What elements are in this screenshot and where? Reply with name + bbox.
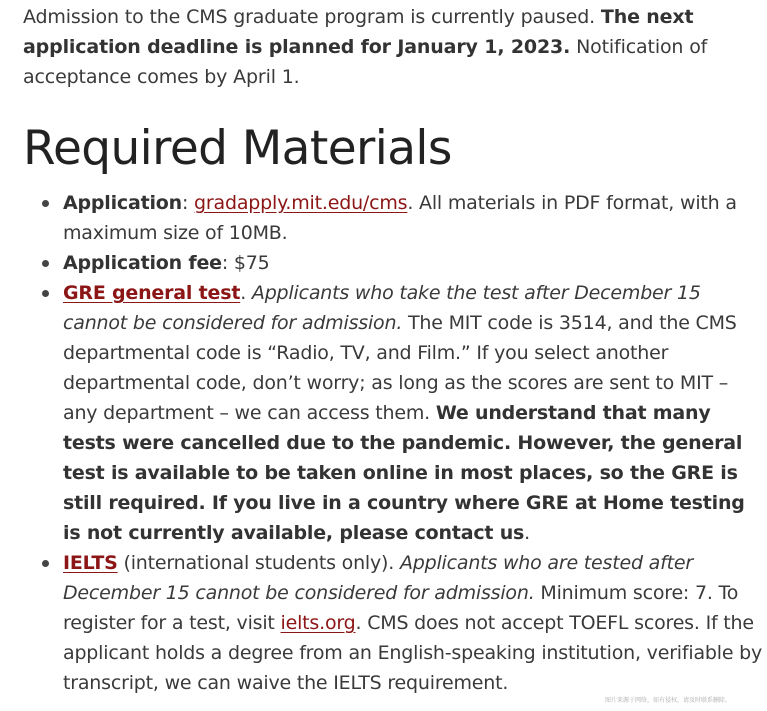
bullet-icon [42, 290, 49, 297]
list-item-gre [63, 278, 767, 548]
ielts-deadline-note: Applicants who are tested after December 15 cannot be considered for admission. [63, 552, 693, 604]
bullet-icon [42, 560, 49, 567]
list-item-fee [63, 248, 767, 278]
gre-pandemic-note: We understand that many tests were cancelled due to the pandemic. However, the general test is available to be taken online in most places, so the GRE is still required. If you live in a country where GRE at Home testing is not currently available, please contact us [63, 402, 745, 544]
materials-list [23, 188, 767, 698]
content-area [23, 0, 767, 694]
fee-text: : $75 [221, 252, 270, 274]
ielts-link[interactable]: IELTS [63, 552, 118, 574]
intro-text-start: Admission to the CMS graduate program is currently paused. [23, 6, 601, 28]
list-item-application [63, 188, 767, 248]
watermark-text: 图片来源于网络，如有侵权，请及时联系删除。 [604, 697, 731, 704]
gradapply-link[interactable]: gradapply.mit.edu/cms [194, 192, 408, 214]
list-item-ielts [63, 548, 767, 698]
ielts-text-a: (international students only). [117, 552, 400, 574]
intro-text-end: Notification of acceptance comes by April 1. [23, 36, 708, 88]
ielts-text-c: . CMS does not accept TOEFL scores. If the applicant holds a degree from an English-speaking institution, verifiable by transcript, we can waive the IELTS requirement. [63, 612, 763, 694]
gre-end: . [524, 522, 530, 544]
application-colon: : [182, 192, 195, 214]
intro-deadline: The next application deadline is planned for January 1, 2023. [23, 6, 694, 58]
gre-deadline-note: Applicants who take the test after December 15 cannot be considered for admission. [63, 282, 701, 334]
ielts-org-link[interactable]: ielts.org [280, 612, 356, 634]
gre-link[interactable]: GRE general test [63, 282, 241, 304]
ielts-text-b: Minimum score: 7. To register for a test, visit [63, 582, 739, 634]
fee-label: Application fee [63, 252, 222, 274]
bullet-icon [42, 200, 49, 207]
gre-text: The MIT code is 3514, and the CMS departmental code is “Radio, TV, and Film.” If you select another departmental code, don’t worry; as long as the scores are sent to MIT – any department – we can access them. [63, 312, 737, 424]
application-text: . All materials in PDF format, with a maximum size of 10MB. [63, 192, 737, 244]
bullet-icon [42, 260, 49, 267]
gre-sep: . [240, 282, 252, 304]
intro-paragraph [23, 0, 767, 92]
section-heading: Required Materials [23, 121, 452, 176]
application-label: Application [63, 192, 182, 214]
